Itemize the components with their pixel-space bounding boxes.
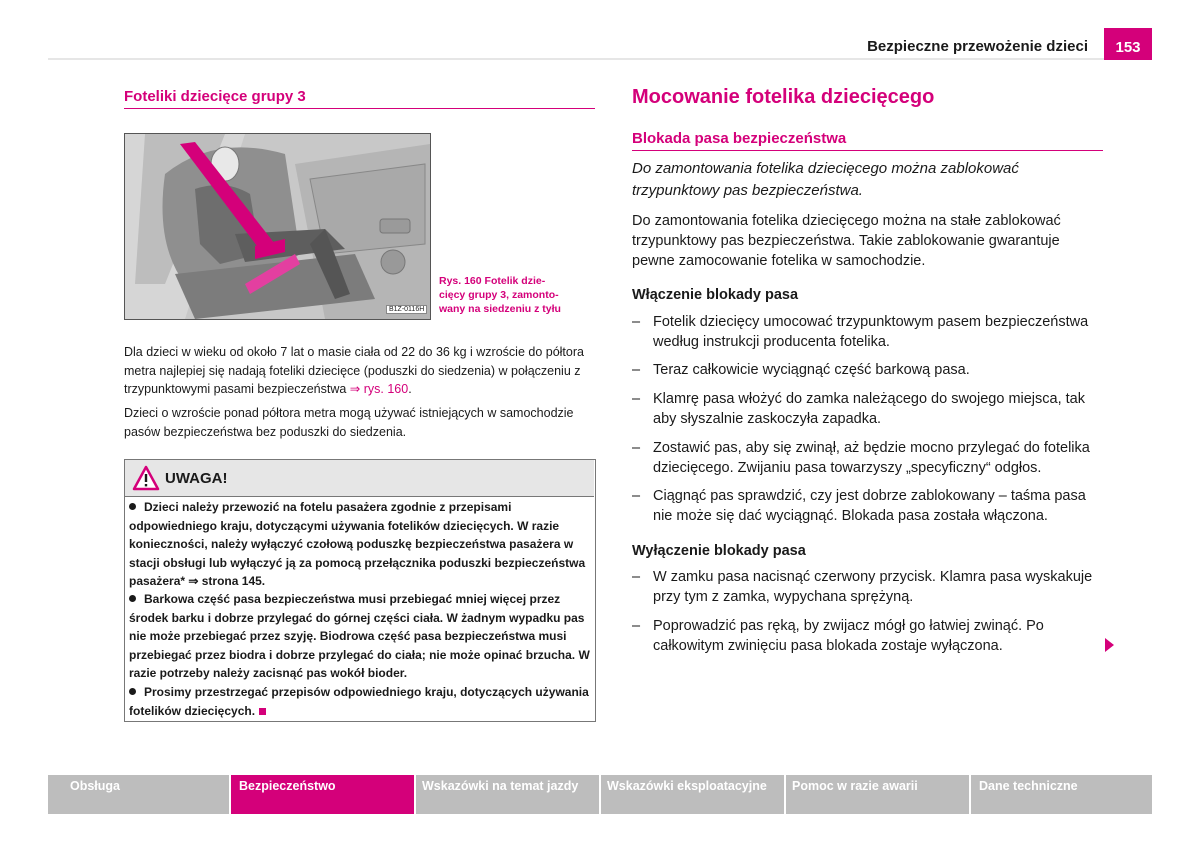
child-seat-illustration [125, 134, 430, 319]
section-heading-rule [632, 150, 1103, 151]
header-rule [48, 58, 1152, 60]
list-item: – Ciągnąć pas sprawdzić, czy jest dobrze zablokowany – taśma pasa nie może się dać wyciągnąć. Blokada pasa została włączona. [632, 488, 1086, 524]
list-item: – Klamrę pasa włożyć do zamka należącego do swojego miejsca, tak aby słyszalnie zaskoczyła zapadka. [632, 391, 1085, 427]
list-item: – Teraz całkowicie wyciągnąć część barkową pasa. [632, 362, 970, 378]
section-heading-rule [124, 108, 595, 109]
warning-item: Barkowa część pasa bezpieczeństwa musi przebiegać mniej więcej przez środek barku i dobrze przylegać do górnej części ciała. W żadnym wypadku pas nie może przebiegać przez szyję. Biodrowa część pasa bezpieczeństwa musi przebiegać przez biodra i dobrze przylegać do ciała; nie może opinać brzucha. W razie potrzeby należy zacisnąć pas wokół bioder. [129, 592, 590, 680]
paragraph-text: Dla dzieci w wieku od około 7 lat o masie ciała od 22 do 36 kg i wzroście do półtora metra najlepiej się nadają foteliki dziecięce (poduszki do siedzenia) w połączeniu z trzypunktowymi pasami bezpieczeństwa [124, 345, 584, 396]
section-heading-group3: Foteliki dziecięce grupy 3 [124, 88, 306, 105]
paragraph-belt-lock: Do zamontowania fotelika dziecięcego można na stałe zablokować trzypunktowy pas bezpieczeństwa. Takie zablokowanie gwarantuje pewne zamocowanie fotelika w samochodzie. [632, 213, 1061, 269]
end-square-icon [259, 708, 266, 715]
next-page-arrow-icon[interactable] [1105, 638, 1114, 652]
caption-line: Rys. 160 Fotelik dzie- [439, 275, 546, 287]
list-item: – Zostawić pas, aby się zwinął, aż będzie mocno przylegać do fotelika dziecięcego. Zwijaniu pasa towarzyszy „specyficzny“ odgłos. [632, 440, 1090, 476]
paragraph-age-weight: Dla dzieci w wieku od około 7 lat o masie ciała od 22 do 36 kg i wzroście do półtora metra najlepiej się nadają foteliki dziecięce (poduszki do siedzenia) w połączeniu z trzypunktowymi pasami bezpieczeństwa ⇒ rys. 160. [124, 345, 584, 396]
header-title: Bezpieczne przewożenie dzieci [867, 38, 1088, 55]
footer-nav [48, 775, 1152, 814]
tab-bezpieczenstwo[interactable]: Bezpieczeństwo [231, 775, 414, 814]
warning-triangle-icon [132, 465, 160, 496]
tab-wskazowki-eksploatacyjne[interactable]: Wskazówki eksploatacyjne [601, 775, 784, 814]
caption-line: wany na siedzeniu z tyłu [439, 303, 561, 315]
bullet-icon [129, 688, 136, 695]
paragraph-tall-children: Dzieci o wzroście ponad półtora metra mogą używać istniejących w samochodzie pasów bezpieczeństwa bez poduszki do siedzenia. [124, 406, 574, 439]
list-item: – Poprowadzić pas ręką, by zwijacz mógł go łatwiej zwinąć. Po całkowitym zwinięciu pasa blokada zostaje wyłączona. [632, 618, 1044, 654]
subheading-disable: Wyłączenie blokady pasa [632, 543, 806, 559]
figure-link[interactable]: ⇒ rys. 160 [349, 382, 409, 396]
intro-text: Do zamontowania fotelika dziecięcego można zablokować trzypunktowy pas bezpieczeństwa. [632, 160, 1019, 199]
warning-title: UWAGA! [165, 470, 228, 487]
section-heading-belt-lock: Blokada pasa bezpieczeństwa [632, 130, 847, 147]
figure-caption [439, 274, 589, 316]
tab-dane-techniczne[interactable]: Dane techniczne [971, 775, 1152, 814]
page-number: 153 [1104, 28, 1152, 60]
page-title: Mocowanie fotelika dziecięcego [632, 86, 935, 108]
figure-child-seat-photo [124, 133, 431, 320]
tab-pomoc-awarii[interactable]: Pomoc w razie awarii [786, 775, 969, 814]
bullet-icon [129, 503, 136, 510]
bullet-icon [129, 595, 136, 602]
warning-item: Prosimy przestrzegać przepisów odpowiedniego kraju, dotyczących używania fotelików dziecięcych. [129, 685, 589, 718]
warning-item: Dzieci należy przewozić na fotelu pasażera zgodnie z przepisami odpowiedniego kraju, dotyczącymi używania fotelików dziecięcych. W razie konieczności, należy wyłączyć czołową poduszkę bezpieczeństwa pasażera w stacji obsługi lub wyłączyć ją za pomocą przełącznika poduszki bezpieczeństwa pasażera* ⇒ strona 145. [129, 500, 586, 588]
tab-obsluga[interactable]: Obsługa [48, 775, 229, 814]
subheading-enable: Włączenie blokady pasa [632, 287, 799, 303]
figure-code: B1Z-0116H [386, 305, 427, 314]
list-item: – W zamku pasa nacisnąć czerwony przycisk. Klamra pasa wyskakuje przy tym z zamka, wypychana sprężyną. [632, 569, 1093, 605]
tab-wskazowki-jazdy[interactable]: Wskazówki na temat jazdy [416, 775, 599, 814]
caption-line: cięcy grupy 3, zamonto- [439, 289, 559, 301]
list-item: – Fotelik dziecięcy umocować trzypunktowym pasem bezpieczeństwa według instrukcji producenta fotelika. [632, 314, 1089, 350]
